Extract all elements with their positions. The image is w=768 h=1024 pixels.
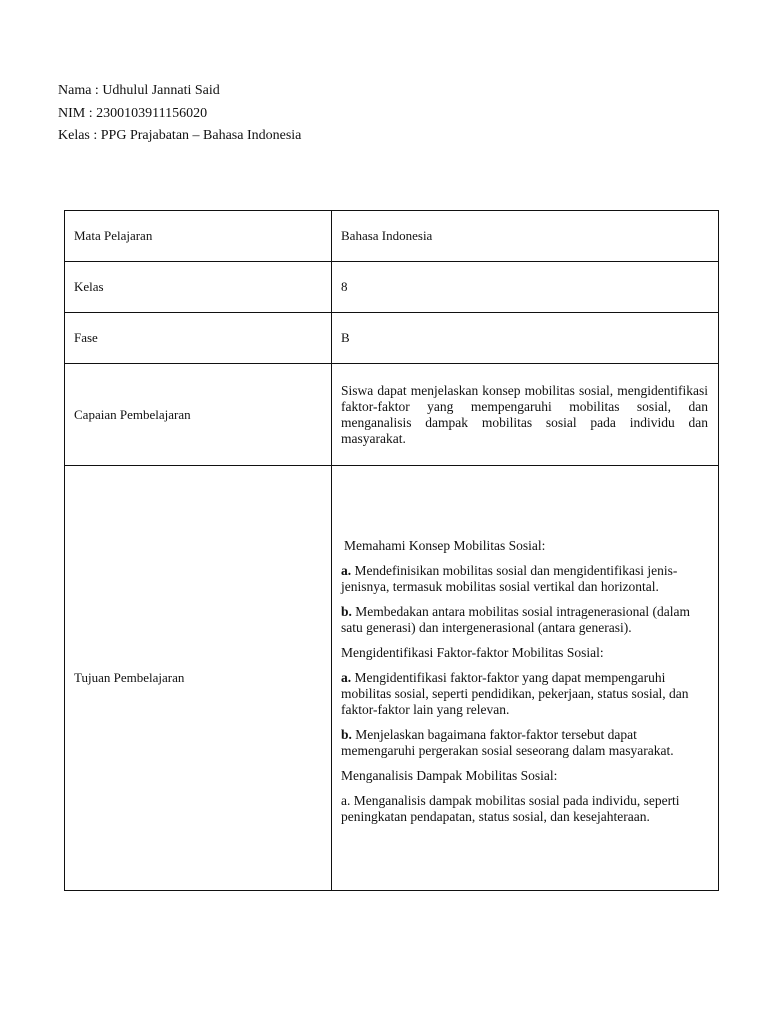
row-value-capaian <box>332 364 719 466</box>
tujuan-heading-3: Menganalisis Dampak Mobilitas Sosial: <box>341 767 558 783</box>
table-row <box>65 466 719 891</box>
item-marker: a. <box>341 669 352 685</box>
row-value-tujuan <box>332 466 719 891</box>
row-label-kelas: Kelas <box>65 262 332 313</box>
lesson-plan-table <box>64 210 719 891</box>
student-class: Kelas : PPG Prajabatan – Bahasa Indonesia <box>58 128 302 143</box>
item-marker: b. <box>341 726 352 742</box>
tujuan-item-a1 <box>341 563 710 595</box>
item-text: Membedakan antara mobilitas sosial intragenerasional (dalam satu generasi) dan intergenerasional (antara generasi). <box>341 603 691 635</box>
item-text: Mendefinisikan mobilitas sosial dan mengidentifikasi jenis-jenisnya, termasuk mobilitas sosial vertikal dan horizontal. <box>341 562 678 594</box>
student-name: Nama : Udhulul Jannati Said <box>58 83 220 98</box>
table-row <box>65 313 719 364</box>
row-value-kelas: 8 <box>332 262 719 313</box>
row-label-tujuan: Tujuan Pembelajaran <box>65 466 332 891</box>
row-value-fase: B <box>332 313 719 364</box>
capaian-text: Siswa dapat menjelaskan konsep mobilitas sosial, mengidentifikasi faktor-faktor yang mempengaruhi mobilitas sosial, dan menganalisis dampak mobilitas sosial pada individu dan masyarakat. <box>341 382 708 446</box>
tujuan-item-a2 <box>341 670 710 718</box>
table-row <box>65 262 719 313</box>
row-label-capaian: Capaian Pembelajaran <box>65 364 332 466</box>
table-row <box>65 211 719 262</box>
row-label-mata-pelajaran: Mata Pelajaran <box>65 211 332 262</box>
table-row <box>65 364 719 466</box>
student-nim: NIM : 2300103911156020 <box>58 105 208 121</box>
row-value-mata-pelajaran: Bahasa Indonesia <box>332 211 719 262</box>
tujuan-item-b1 <box>341 604 710 636</box>
row-label-fase: Fase <box>65 313 332 364</box>
tujuan-heading-2: Mengidentifikasi Faktor-faktor Mobilitas Sosial: <box>341 644 604 660</box>
tujuan-item-a3: a. Menganalisis dampak mobilitas sosial pada individu, seperti peningkatan pendapatan, status sosial, dan kesejahteraan. <box>341 792 680 824</box>
item-text: Mengidentifikasi faktor-faktor yang dapat mempengaruhi mobilitas sosial, seperti pendidikan, pekerjaan, status sosial, dan faktor-faktor lain yang relevan. <box>341 669 689 717</box>
student-info <box>58 80 301 148</box>
item-marker: b. <box>341 603 352 619</box>
tujuan-item-b2 <box>341 727 710 759</box>
tujuan-heading-1: Memahami Konsep Mobilitas Sosial: <box>344 537 546 553</box>
item-marker: a. <box>341 562 352 578</box>
item-text: Menjelaskan bagaimana faktor-faktor tersebut dapat memengaruhi pergerakan sosial seseorang dalam masyarakat. <box>341 726 674 758</box>
